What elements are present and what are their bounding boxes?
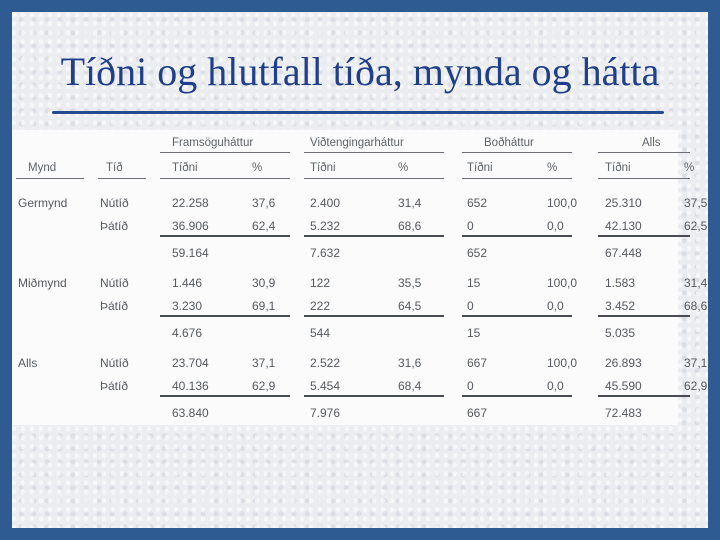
header-rule bbox=[462, 152, 572, 153]
table-total: 72.483 bbox=[605, 406, 642, 420]
table-total: 67.448 bbox=[605, 246, 642, 260]
column-header-tid: Tíð bbox=[106, 162, 123, 174]
table-total: 7.976 bbox=[310, 406, 341, 420]
row-label-mynd: Miðmynd bbox=[18, 276, 67, 290]
group-header: Viðtengingarháttur bbox=[310, 137, 404, 149]
table-cell: 37,1 bbox=[252, 356, 276, 370]
table-cell: 122 bbox=[310, 276, 331, 290]
subtotal-rule bbox=[160, 395, 290, 397]
table-cell: 5.232 bbox=[310, 219, 341, 233]
table-cell: 0,0 bbox=[547, 299, 564, 313]
table-cell: 62,9 bbox=[252, 379, 276, 393]
table-cell: 42.130 bbox=[605, 219, 642, 233]
table-cell: 1.446 bbox=[172, 276, 203, 290]
table-cell: 0 bbox=[467, 379, 474, 393]
table-cell: 45.590 bbox=[605, 379, 642, 393]
column-header: Tíðni bbox=[310, 162, 336, 174]
subtotal-rule bbox=[462, 315, 572, 317]
table-cell: 68,6 bbox=[684, 299, 708, 313]
table-total: 667 bbox=[467, 406, 488, 420]
subtotal-rule bbox=[160, 315, 290, 317]
column-header-rule bbox=[160, 178, 290, 179]
table-cell: 0 bbox=[467, 299, 474, 313]
table-total: 7.632 bbox=[310, 246, 341, 260]
table-cell: 25.310 bbox=[605, 196, 642, 210]
table-cell: 62,9 bbox=[684, 379, 708, 393]
table-cell: 2.522 bbox=[310, 356, 341, 370]
table-cell: 15 bbox=[467, 276, 481, 290]
column-header-rule bbox=[598, 178, 690, 179]
table-cell: 0,0 bbox=[547, 219, 564, 233]
table-total: 4.676 bbox=[172, 326, 203, 340]
table-cell: 5.454 bbox=[310, 379, 341, 393]
table-cell: 100,0 bbox=[547, 356, 578, 370]
column-header: Tíðni bbox=[605, 162, 631, 174]
column-header-rule bbox=[16, 178, 84, 179]
table-cell: 667 bbox=[467, 356, 488, 370]
table-cell: 26.893 bbox=[605, 356, 642, 370]
table-total: 15 bbox=[467, 326, 481, 340]
table-cell: 0,0 bbox=[547, 379, 564, 393]
subtotal-rule bbox=[462, 235, 572, 237]
table-cell: 30,9 bbox=[252, 276, 276, 290]
row-label-tid: Þátíð bbox=[100, 219, 129, 233]
subtotal-rule bbox=[160, 235, 290, 237]
table-cell: 3.230 bbox=[172, 299, 203, 313]
column-header-rule bbox=[462, 178, 572, 179]
table-total: 63.840 bbox=[172, 406, 209, 420]
table-cell: 64,5 bbox=[398, 299, 422, 313]
row-label-tid: Þátíð bbox=[100, 299, 129, 313]
subtotal-rule bbox=[304, 395, 444, 397]
table-cell: 2.400 bbox=[310, 196, 341, 210]
group-header: Framsöguháttur bbox=[172, 137, 254, 149]
slide-title: Tíðni og hlutfall tíða, mynda og hátta bbox=[60, 49, 660, 94]
row-label-tid: Þátíð bbox=[100, 379, 129, 393]
table-total: 652 bbox=[467, 246, 488, 260]
column-header-rule bbox=[304, 178, 444, 179]
subtotal-rule bbox=[598, 235, 690, 237]
table-cell: 31,6 bbox=[398, 356, 422, 370]
table-cell: 62,5 bbox=[684, 219, 708, 233]
table-cell: 68,6 bbox=[398, 219, 422, 233]
row-label-tid: Nútíð bbox=[100, 196, 129, 210]
subtotal-rule bbox=[598, 395, 690, 397]
column-header-mynd: Mynd bbox=[28, 162, 57, 174]
table-cell: 222 bbox=[310, 299, 331, 313]
subtotal-rule bbox=[462, 395, 572, 397]
column-header-rule bbox=[98, 178, 146, 179]
table-total: 5.035 bbox=[605, 326, 636, 340]
table-total: 544 bbox=[310, 326, 331, 340]
table-cell: 31,4 bbox=[684, 276, 708, 290]
header-rule bbox=[304, 152, 444, 153]
table-cell: 100,0 bbox=[547, 276, 578, 290]
subtotal-rule bbox=[304, 315, 444, 317]
table-cell: 36.906 bbox=[172, 219, 209, 233]
header-rule bbox=[598, 152, 690, 153]
table-cell: 69,1 bbox=[252, 299, 276, 313]
table-cell: 1.583 bbox=[605, 276, 636, 290]
subtotal-rule bbox=[598, 315, 690, 317]
row-label-tid: Nútíð bbox=[100, 276, 129, 290]
title-underline bbox=[52, 111, 664, 114]
table-total: 59.164 bbox=[172, 246, 209, 260]
frequency-table-image bbox=[12, 130, 708, 425]
table-cell: 68,4 bbox=[398, 379, 422, 393]
table-cell: 22.258 bbox=[172, 196, 209, 210]
table-cell: 35,5 bbox=[398, 276, 422, 290]
table-cell: 3.452 bbox=[605, 299, 636, 313]
row-label-tid: Nútíð bbox=[100, 356, 129, 370]
group-header: Alls bbox=[642, 137, 661, 149]
table-cell: 31,4 bbox=[398, 196, 422, 210]
table-cell: 37,6 bbox=[252, 196, 276, 210]
column-header: % bbox=[547, 162, 558, 174]
column-header: Tíðni bbox=[172, 162, 198, 174]
group-header: Boðháttur bbox=[484, 137, 534, 149]
table-cell: 37,1 bbox=[684, 356, 708, 370]
column-header: % bbox=[252, 162, 263, 174]
row-label-mynd: Germynd bbox=[18, 196, 68, 210]
table-cell: 23.704 bbox=[172, 356, 209, 370]
table-cell: 37,5 bbox=[684, 196, 708, 210]
table-cell: 0 bbox=[467, 219, 474, 233]
row-label-mynd: Alls bbox=[18, 356, 38, 370]
table-cell: 100,0 bbox=[547, 196, 578, 210]
table-cell: 62,4 bbox=[252, 219, 276, 233]
table-cell: 652 bbox=[467, 196, 488, 210]
column-header: % bbox=[398, 162, 409, 174]
column-header: Tíðni bbox=[467, 162, 493, 174]
column-header: % bbox=[684, 162, 695, 174]
table-cell: 40.136 bbox=[172, 379, 209, 393]
header-rule bbox=[160, 152, 290, 153]
subtotal-rule bbox=[304, 235, 444, 237]
